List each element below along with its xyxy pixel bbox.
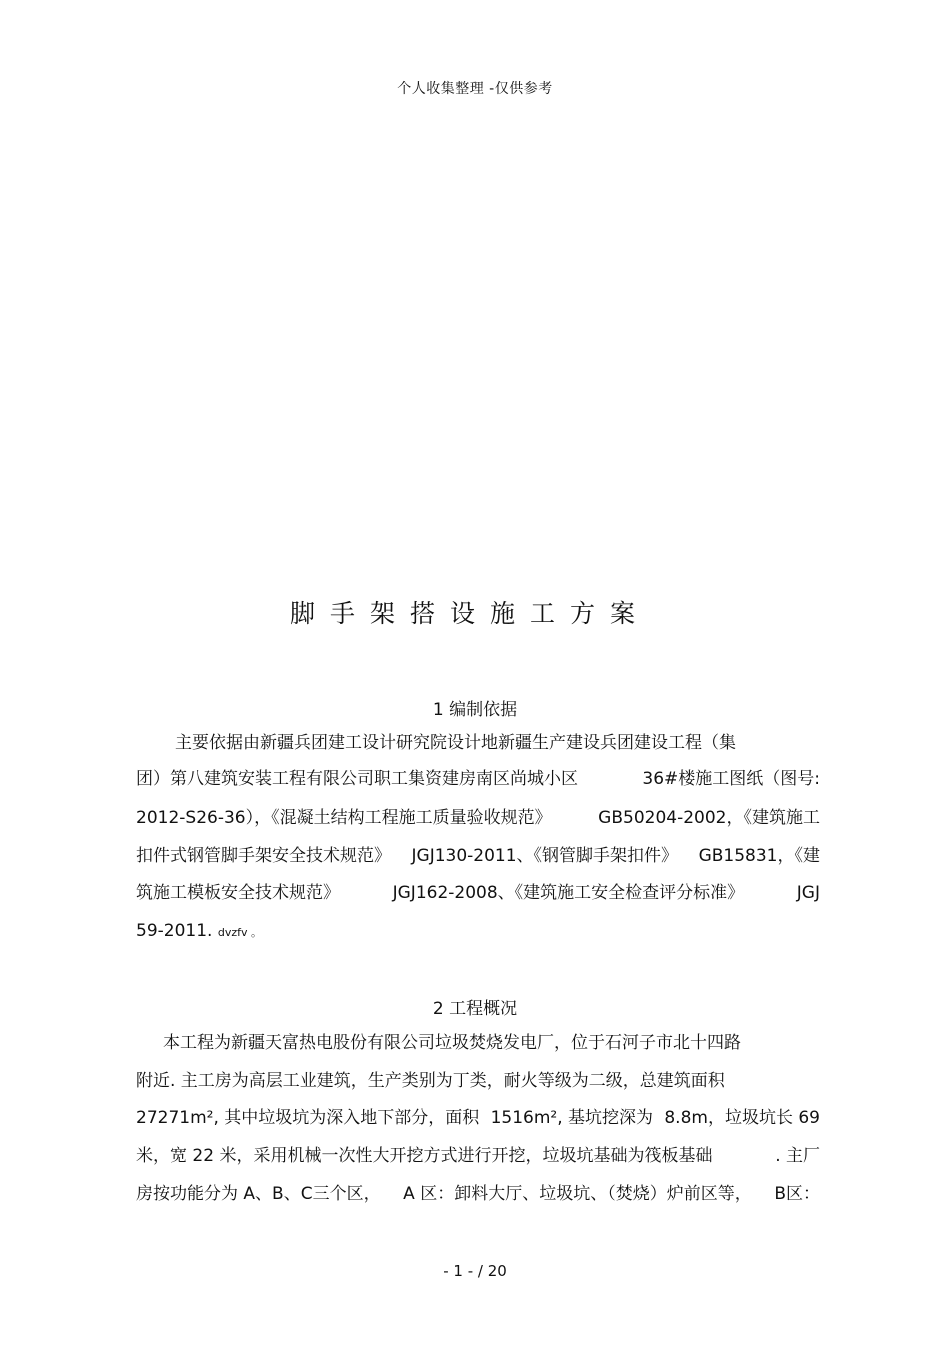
paragraph-line: 本工程为新疆天富热电股份有限公司垃圾焚烧发电厂，位于石河子市北十四路 <box>163 1033 741 1053</box>
paragraph-line: 团）第八建筑安装工程有限公司职工集资建房南区尚城小区 36#楼施工图纸（图号: <box>136 769 820 789</box>
paragraph-line: 房按功能分为 A、B、C三个区， A 区：卸料大厅、垃圾坑、（焚烧）炉前区等， B区： <box>136 1184 820 1204</box>
header-note: 个人收集整理 -仅供参考 <box>397 81 553 97</box>
paragraph-line: 扣件式钢管脚手架安全技术规范》 JGJ130-2011、《钢管脚手架扣件》 GB15831，《建 <box>136 846 820 866</box>
paragraph-line: 2012-S26-36），《混凝土结构工程施工质量验收规范》 GB50204-2002，《建筑施工 <box>136 808 820 828</box>
paragraph-line: 59-2011. dvzfv 。 <box>136 921 262 941</box>
paragraph-line: 筑施工模板安全技术规范》 JGJ162-2008、《建筑施工安全检查评分标准》 JGJ <box>136 883 820 903</box>
paragraph-line: 主要依据由新疆兵团建工设计研究院设计地新疆生产建设兵团建设工程（集 <box>175 733 736 753</box>
section-heading-2: 2 工程概况 <box>432 999 518 1019</box>
paragraph-line: 27271m², 其中垃圾坑为深入地下部分，面积 1516m², 基坑挖深为 8.8m，垃圾坑长 69 <box>136 1108 820 1128</box>
document-title: 脚手架搭设施工方案 <box>289 599 650 628</box>
paragraph-line: 附近. 主工房为高层工业建筑，生产类别为丁类，耐火等级为二级，总建筑面积 <box>136 1071 725 1091</box>
page-number: - 1 - / 20 <box>443 1262 507 1280</box>
section-heading-1: 1 编制依据 <box>432 700 518 720</box>
paragraph-line: 米，宽 22 米，采用机械一次性大开挖方式进行开挖，垃圾坑基础为筏板基础 . 主厂 <box>136 1146 820 1166</box>
